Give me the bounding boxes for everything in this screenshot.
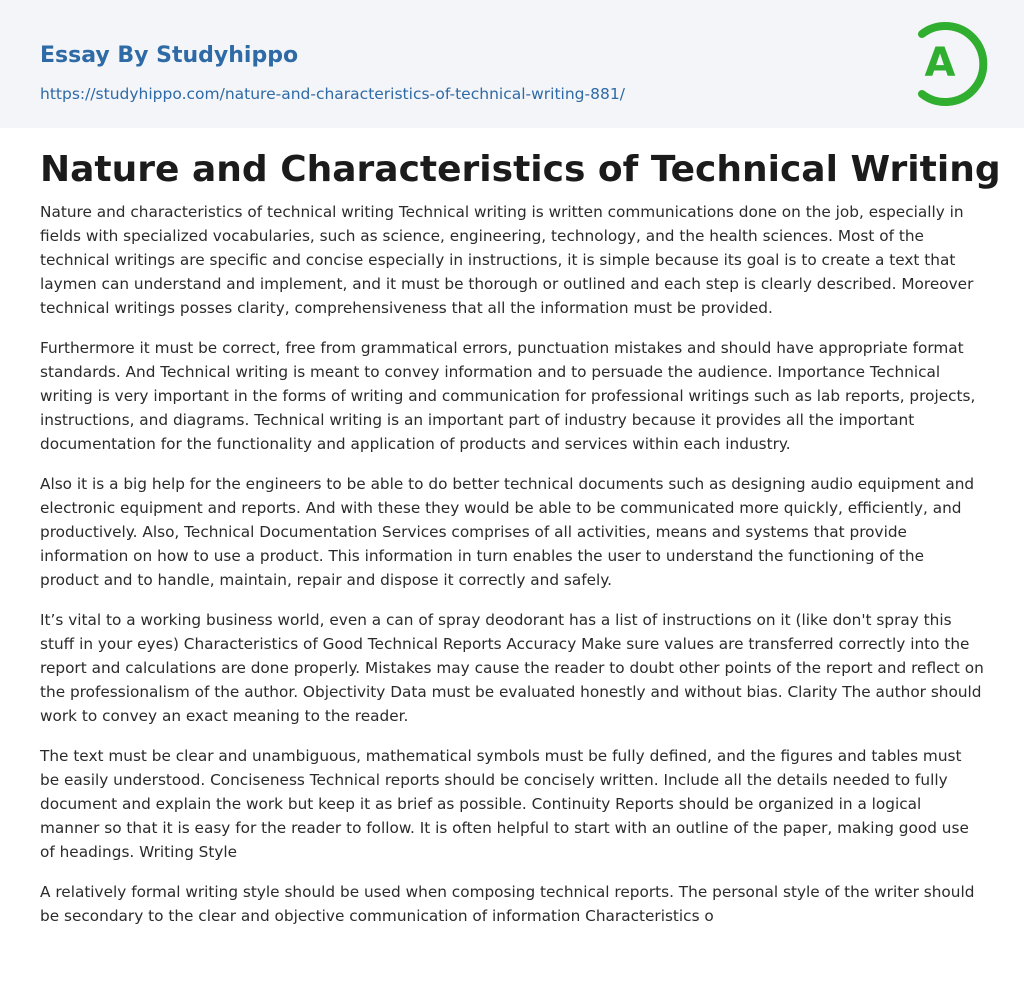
- article-title: Nature and Characteristics of Technical Writing: [40, 149, 1001, 190]
- page-header: [0, 0, 1024, 128]
- article-paragraph: Also it is a big help for the engineers to be able to do better technical documents such as designing audio equipment and electronic equipment and reports. And with these they would be able to be communicated more quickly, efficiently, and productively. Also, Technical Documentation Services comprises of all activities, means and systems that provide information on how to use a product. This information in turn enables the user to understand the functioning of the product and to handle, maintain, repair and dispose it correctly and safely.: [40, 475, 975, 589]
- article-paragraph: Nature and characteristics of technical writing Technical writing is written communications done on the job, especially in fields with specialized vocabularies, such as science, engineering, technology, and the health sciences. Most of the technical writings are specific and concise especially in instructions, it is simple because its goal is to create a text that laymen can understand and implement, and it must be thorough or outlined and each step is clearly described. Moreover technical writings posses clarity, comprehensiveness that all the information must be provided.: [40, 203, 974, 317]
- logo-letter: A: [924, 40, 956, 86]
- article-body: [0, 150, 1024, 928]
- article-paragraph: A relatively formal writing style should be used when composing technical reports. The personal style of the writer should be secondary to the clear and objective communication of information Characteristics o: [40, 883, 975, 925]
- source-url-link[interactable]: https://studyhippo.com/nature-and-characteristics-of-technical-writing-881/: [40, 85, 625, 103]
- article-paragraph: It’s vital to a working business world, even a can of spray deodorant has a list of instructions on it (like don't spray this stuff in your eyes) Characteristics of Good Technical Reports Accuracy Make sure values are transferred correctly into the report and calculations are done properly. Mistakes may cause the reader to doubt other points of the report and reflect on the professionalism of the author. Objectivity Data must be evaluated honestly and without bias. Clarity The author should work to convey an exact meaning to the reader.: [40, 611, 984, 725]
- article-paragraph: The text must be clear and unambiguous, mathematical symbols must be fully defined, and the figures and tables must be easily understood. Conciseness Technical reports should be concisely written. Include all the details needed to fully document and explain the work but keep it as brief as possible. Continuity Reports should be organized in a logical manner so that it is easy for the reader to follow. It is often helpful to start with an outline of the paper, making good use of headings. Writing Style: [40, 747, 969, 861]
- brand-title[interactable]: Essay By Studyhippo: [40, 43, 299, 68]
- article-paragraph: Furthermore it must be correct, free from grammatical errors, punctuation mistakes and should have appropriate format standards. And Technical writing is meant to convey information and to persuade the audience. Importance Technical writing is very important in the forms of writing and communication for professional writings such as lab reports, projects, instructions, and diagrams. Technical writing is an important part of industry because it provides all the important documentation for the functionality and application of products and services within each industry.: [40, 339, 976, 453]
- studyhippo-logo-icon[interactable]: [900, 14, 1000, 114]
